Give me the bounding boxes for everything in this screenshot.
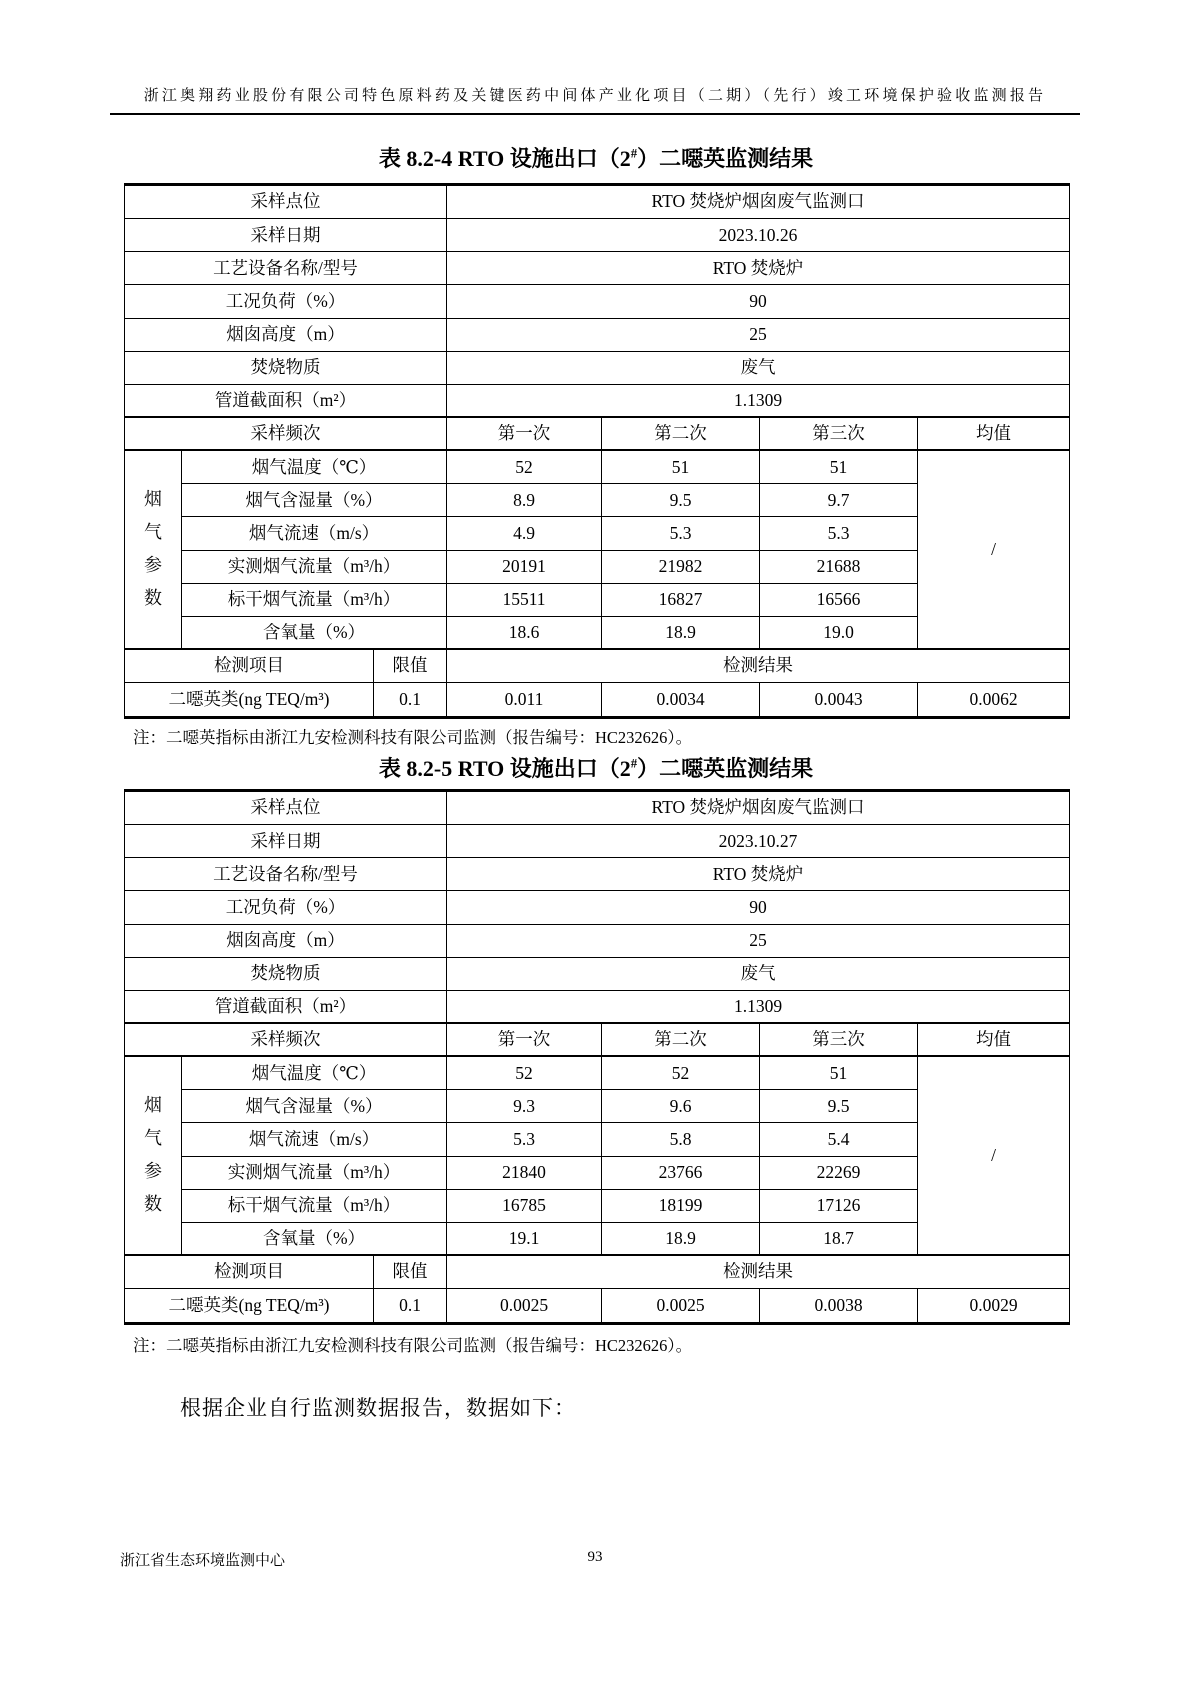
info-value-cell: 废气	[446, 352, 1069, 385]
param-value-cell: 18.9	[601, 1223, 759, 1256]
param-value-cell: 21840	[446, 1157, 601, 1190]
table2-note: 注：二噁英指标由浙江九安检测科技有限公司监测（报告编号：HC232626）。	[133, 1336, 693, 1355]
param-label-cell: 烟气温度（℃）	[181, 1057, 446, 1090]
dioxin-monitoring-table-2	[124, 789, 1070, 1325]
dioxin-value-cell: 0.0038	[759, 1289, 917, 1322]
page-number: 93	[587, 1549, 603, 1565]
info-label-cell: 工况负荷（%）	[125, 285, 446, 318]
info-label-cell: 工艺设备名称/型号	[125, 858, 446, 891]
dioxin-value-cell: 0.0025	[446, 1289, 601, 1322]
info-value-cell: RTO 焚烧炉烟囱废气监测口	[446, 186, 1069, 219]
param-value-cell: 21688	[759, 551, 917, 584]
param-label-cell: 烟气含湿量（%）	[181, 484, 446, 517]
table1-note: 注：二噁英指标由浙江九安检测科技有限公司监测（报告编号：HC232626）。	[133, 728, 693, 747]
result-header-result-cell: 检测结果	[446, 1256, 1069, 1289]
param-group-char: 气	[144, 1128, 162, 1149]
param-value-cell: 21982	[601, 551, 759, 584]
dioxin-value-cell: 0.0025	[601, 1289, 759, 1322]
param-group-char: 烟	[144, 489, 162, 510]
freq-header-col-cell: 第三次	[759, 418, 917, 451]
param-value-cell: 9.3	[446, 1090, 601, 1123]
table2-title	[124, 756, 1068, 782]
freq-header-col-cell: 第一次	[446, 418, 601, 451]
param-value-cell: 19.0	[759, 617, 917, 650]
result-header-result-cell: 检测结果	[446, 650, 1069, 683]
result-header-limit-cell: 限值	[373, 1256, 446, 1289]
param-group-char: 数	[144, 587, 162, 608]
freq-header-col-cell: 均值	[917, 1024, 1069, 1057]
param-value-cell: 23766	[601, 1157, 759, 1190]
param-value-cell: 51	[759, 1057, 917, 1090]
freq-header-label-cell: 采样频次	[125, 1024, 446, 1057]
info-value-cell: 25	[446, 925, 1069, 958]
param-value-cell: 18199	[601, 1190, 759, 1223]
param-value-cell: 16827	[601, 584, 759, 617]
dioxin-limit-cell: 0.1	[373, 683, 446, 716]
info-value-cell: 25	[446, 319, 1069, 352]
info-value-cell: RTO 焚烧炉	[446, 858, 1069, 891]
param-value-cell: 5.3	[601, 517, 759, 550]
info-label-cell: 采样点位	[125, 792, 446, 825]
info-value-cell: 2023.10.26	[446, 219, 1069, 252]
param-group-label-cell	[125, 451, 181, 650]
table1-title-post: ）二噁英监测结果	[637, 146, 814, 171]
param-label-cell: 含氧量（%）	[181, 1223, 446, 1256]
info-value-cell: RTO 焚烧炉	[446, 252, 1069, 285]
param-label-cell: 含氧量（%）	[181, 617, 446, 650]
param-value-cell: 4.9	[446, 517, 601, 550]
info-value-cell: 废气	[446, 958, 1069, 991]
dioxin-value-cell: 0.0034	[601, 683, 759, 716]
info-label-cell: 烟囱高度（m）	[125, 319, 446, 352]
param-label-cell: 烟气含湿量（%）	[181, 1090, 446, 1123]
param-value-cell: 5.3	[759, 517, 917, 550]
param-label-cell: 实测烟气流量（m³/h）	[181, 1157, 446, 1190]
dioxin-label-cell: 二噁英类(ng TEQ/m³)	[168, 1295, 330, 1316]
param-value-cell: 16785	[446, 1190, 601, 1223]
freq-header-col-cell: 第一次	[446, 1024, 601, 1057]
param-mean-cell: /	[917, 1057, 1069, 1256]
param-value-cell: 51	[601, 451, 759, 484]
info-label-cell: 采样日期	[125, 219, 446, 252]
param-group-char: 参	[144, 555, 162, 576]
info-label-cell: 工况负荷（%）	[125, 891, 446, 924]
table2-title-post: ）二噁英监测结果	[637, 756, 814, 781]
param-value-cell: 9.6	[601, 1090, 759, 1123]
freq-header-col-cell: 均值	[917, 418, 1069, 451]
param-value-cell: 22269	[759, 1157, 917, 1190]
dioxin-limit-cell: 0.1	[373, 1289, 446, 1322]
param-value-cell: 9.7	[759, 484, 917, 517]
freq-header-col-cell: 第二次	[601, 1024, 759, 1057]
result-header-item-cell: 检测项目	[125, 1256, 373, 1289]
param-value-cell: 20191	[446, 551, 601, 584]
running-header	[110, 84, 1080, 115]
freq-header-label-cell: 采样频次	[125, 418, 446, 451]
result-header-item-cell: 检测项目	[125, 650, 373, 683]
param-group-label-cell	[125, 1057, 181, 1256]
info-label-cell: 焚烧物质	[125, 352, 446, 385]
dioxin-mean-cell: 0.0029	[917, 1289, 1069, 1322]
dioxin-label-cell: 二噁英类(ng TEQ/m³)	[168, 689, 330, 710]
dioxin-mean-cell: 0.0062	[917, 683, 1069, 716]
table2-title-sup: #	[630, 756, 638, 771]
info-label-cell: 焚烧物质	[125, 958, 446, 991]
param-group-char: 烟	[144, 1095, 162, 1116]
param-label-cell: 实测烟气流量（m³/h）	[181, 551, 446, 584]
info-label-cell: 烟囱高度（m）	[125, 925, 446, 958]
param-group-char: 参	[144, 1161, 162, 1182]
info-value-cell: 90	[446, 891, 1069, 924]
info-value-cell: 1.1309	[446, 991, 1069, 1024]
info-value-cell: RTO 焚烧炉烟囱废气监测口	[446, 792, 1069, 825]
param-label-cell: 烟气流速（m/s）	[181, 1123, 446, 1156]
freq-header-col-cell: 第二次	[601, 418, 759, 451]
page-footer	[0, 1549, 1190, 1573]
param-label-cell: 烟气流速（m/s）	[181, 517, 446, 550]
param-value-cell: 8.9	[446, 484, 601, 517]
param-value-cell: 18.7	[759, 1223, 917, 1256]
param-value-cell: 5.4	[759, 1123, 917, 1156]
running-header-text: 浙江奥翔药业股份有限公司特色原料药及关键医药中间体产业化项目（二期）（先行）竣工环境保护验收监测报告	[143, 88, 1047, 104]
info-value-cell: 90	[446, 285, 1069, 318]
param-label-cell: 烟气温度（℃）	[181, 451, 446, 484]
param-value-cell: 17126	[759, 1190, 917, 1223]
info-value-cell: 1.1309	[446, 385, 1069, 418]
param-value-cell: 19.1	[446, 1223, 601, 1256]
body-paragraph: 根据企业自行监测数据报告，数据如下：	[180, 1396, 576, 1420]
param-mean-cell: /	[917, 451, 1069, 650]
info-value-cell: 2023.10.27	[446, 825, 1069, 858]
table1-title	[124, 146, 1068, 172]
info-label-cell: 管道截面积（m²）	[125, 385, 446, 418]
table1-title-sup: #	[630, 146, 638, 161]
param-value-cell: 5.8	[601, 1123, 759, 1156]
param-value-cell: 5.3	[446, 1123, 601, 1156]
param-value-cell: 52	[446, 451, 601, 484]
param-value-cell: 52	[446, 1057, 601, 1090]
param-value-cell: 18.6	[446, 617, 601, 650]
param-value-cell: 9.5	[759, 1090, 917, 1123]
dioxin-value-cell: 0.0043	[759, 683, 917, 716]
param-value-cell: 16566	[759, 584, 917, 617]
param-value-cell: 15511	[446, 584, 601, 617]
table2-title-pre: 表 8.2-5 RTO 设施出口（2	[378, 756, 631, 781]
param-value-cell: 18.9	[601, 617, 759, 650]
param-group-char: 气	[144, 522, 162, 543]
freq-header-col-cell: 第三次	[759, 1024, 917, 1057]
table1-title-pre: 表 8.2-4 RTO 设施出口（2	[378, 146, 631, 171]
param-label-cell: 标干烟气流量（m³/h）	[181, 584, 446, 617]
param-group-char: 数	[144, 1193, 162, 1214]
info-label-cell: 管道截面积（m²）	[125, 991, 446, 1024]
param-value-cell: 51	[759, 451, 917, 484]
param-label-cell: 标干烟气流量（m³/h）	[181, 1190, 446, 1223]
info-label-cell: 采样点位	[125, 186, 446, 219]
dioxin-monitoring-table-1	[124, 183, 1070, 719]
dioxin-value-cell: 0.011	[446, 683, 601, 716]
info-label-cell: 工艺设备名称/型号	[125, 252, 446, 285]
footer-organization: 浙江省生态环境监测中心	[120, 1553, 286, 1569]
param-value-cell: 9.5	[601, 484, 759, 517]
info-label-cell: 采样日期	[125, 825, 446, 858]
param-value-cell: 52	[601, 1057, 759, 1090]
result-header-limit-cell: 限值	[373, 650, 446, 683]
